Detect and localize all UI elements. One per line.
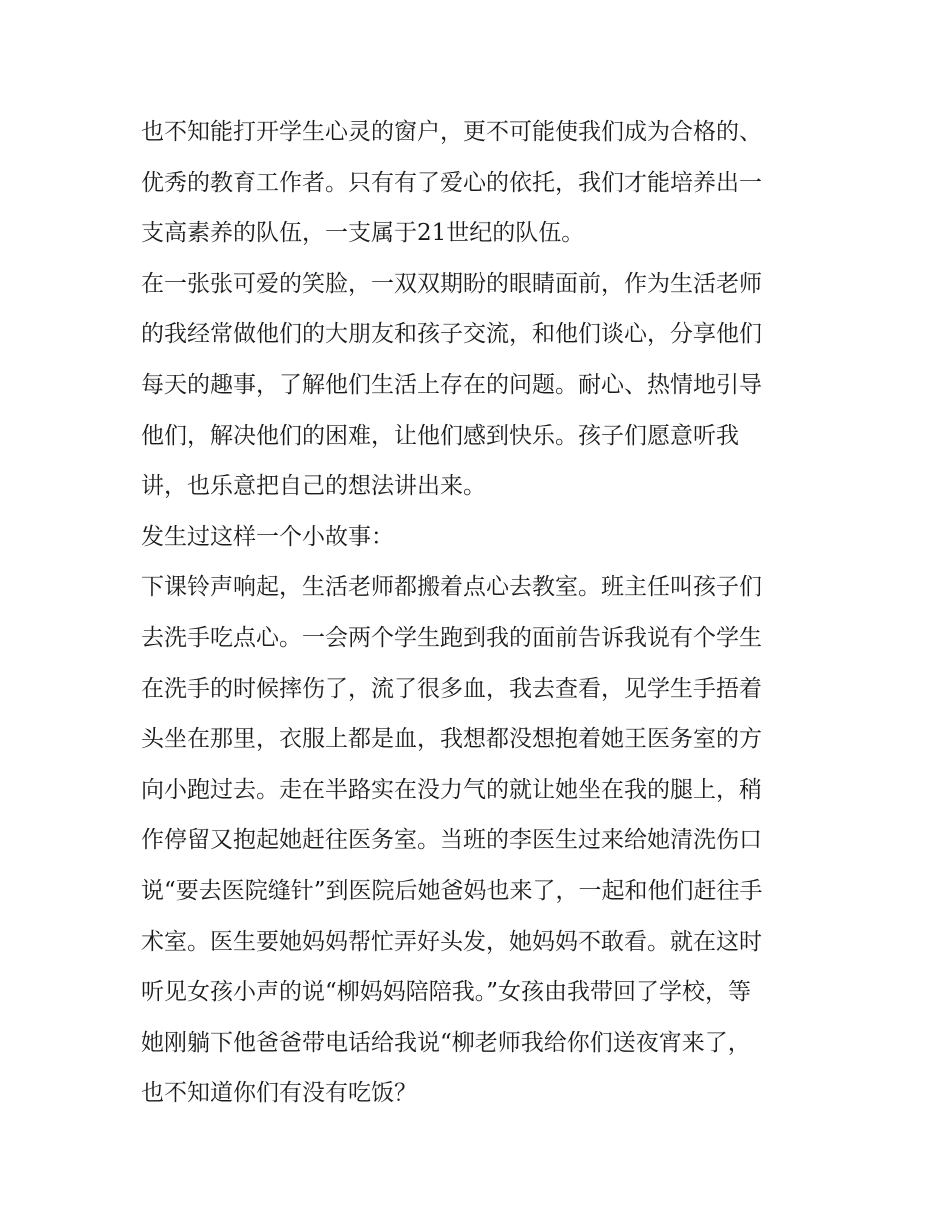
text-line: 发生过这样一个小故事： [141, 523, 394, 550]
text-line: 优秀的教育工作者。只有有了爱心的依托，我们才能培养出一 [141, 169, 762, 196]
text-line: 在一张张可爱的笑脸，一双双期盼的眼睛面前，作为生活老师 [141, 270, 762, 297]
text-line: 下课铃声响起，生活老师都搬着点心去教室。班主任叫孩子们 [141, 574, 762, 601]
text-line: 也不知道你们有没有吃饭？ [141, 1080, 417, 1107]
text-line: 作停留又抱起她赶往医务室。当班的李医生过来给她清洗伤口 [141, 827, 762, 854]
text-line: 支高素养的队伍，一支属于21世纪的队伍。 [141, 220, 585, 247]
text-line: 在洗手的时候摔伤了，流了很多血，我去查看，见学生手捂着 [141, 675, 762, 702]
text-line: 他们，解决他们的困难，让他们感到快乐。孩子们愿意听我 [141, 422, 739, 449]
text-line: 也不知能打开学生心灵的窗户，更不可能使我们成为合格的、 [141, 119, 762, 145]
text-line: 说“要去医院缝针”到医院后她爸妈也来了，一起和他们赶往手 [141, 877, 763, 904]
text-line: 的我经常做他们的大朋友和孩子交流，和他们谈心，分享他们 [141, 321, 762, 348]
text-line: 去洗手吃点心。一会两个学生跑到我的面前告诉我说有个学生 [141, 624, 762, 651]
text-line: 讲，也乐意把自己的想法讲出来。 [141, 473, 486, 500]
body-text [141, 107, 821, 1119]
text-line: 向小跑过去。走在半路实在没力气的就让她坐在我的腿上，稍 [141, 776, 762, 803]
text-line: 术室。医生要她妈妈帮忙弄好头发，她妈妈不敢看。就在这时 [141, 928, 762, 955]
text-line: 听见女孩小声的说“柳妈妈陪陪我。”女孩由我带回了学校，等 [141, 979, 752, 1006]
text-line: 她刚躺下他爸爸带电话给我说“柳老师我给你们送夜宵来了， [141, 1029, 751, 1056]
text-line: 每天的趣事，了解他们生活上存在的问题。耐心、热情地引导 [141, 371, 762, 398]
text-line: 头坐在那里，衣服上都是血，我想都没想抱着她王医务室的方 [141, 726, 762, 753]
